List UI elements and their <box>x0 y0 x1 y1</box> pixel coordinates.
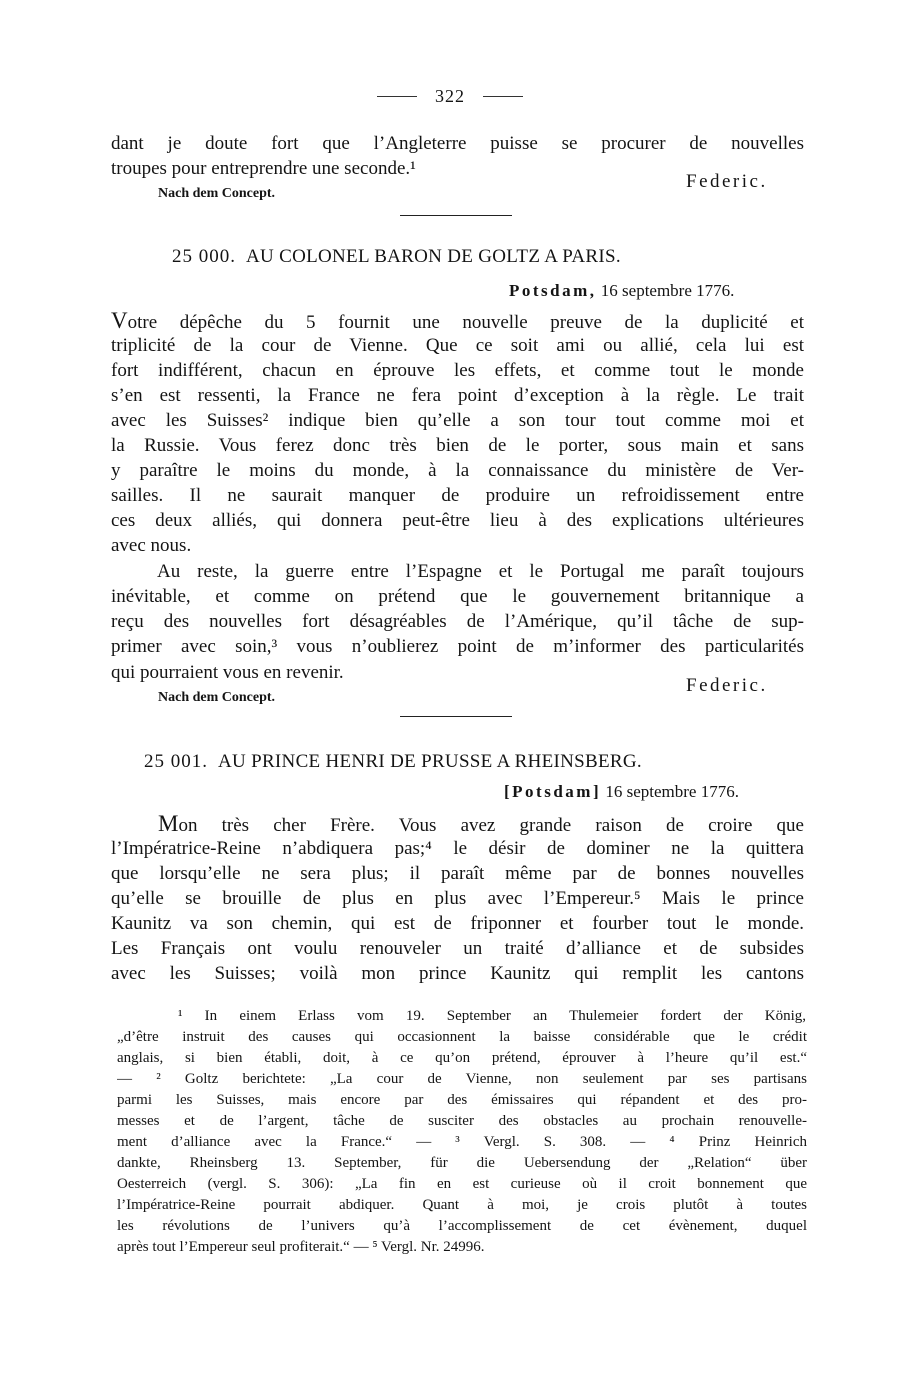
letter-heading: AU COLONEL BARON DE GOLTZ A PARIS. <box>246 246 621 267</box>
footnote-line: l’Impératrice-Reine pourrait abdiquer. Quant à moi, je crois plutôt à toutes <box>117 1197 807 1213</box>
drop-cap: M <box>158 811 179 836</box>
source-note: Nach dem Concept. <box>158 186 276 201</box>
text-line: triplicité de la cour de Vienne. Que ce soit ami ou allié, cela lui est <box>111 335 804 356</box>
text-line: sailles. Il ne saurait manquer de produire un refroidissement entre <box>111 485 804 506</box>
text-line: y paraître le moins du monde, à la connaissance du ministère de Ver- <box>111 460 804 481</box>
footnote-line: ¹ In einem Erlass vom 19. September an Thulemeier fordert der König, <box>178 1008 806 1024</box>
text-line: troupes pour entreprendre une seconde.¹ <box>111 158 416 179</box>
text-line: dant je doute fort que l’Angleterre puisse se procurer de nouvelles <box>111 133 804 154</box>
page-number: 322 <box>435 86 465 106</box>
text-line: Au reste, la guerre entre l’Espagne et le Portugal me paraît toujours <box>157 561 804 582</box>
text-line: l’Impératrice-Reine n’abdiquera pas;⁴ le désir de dominer ne la quittera <box>111 838 804 859</box>
text-line: s’en est ressenti, la France ne fera point d’exception à la règle. Le trait <box>111 385 804 406</box>
text-line: avec les Suisses² indique bien qu’elle a son tour tout comme moi et <box>111 410 804 431</box>
text-line: avec nous. <box>111 535 192 556</box>
drop-cap: V <box>111 308 128 333</box>
footnote-line: „d’être instruit des causes qui occasionnent la baisse considérable que le crédit <box>117 1029 807 1045</box>
text-line: la Russie. Vous ferez donc très bien de le porter, sous main et sans <box>111 435 804 456</box>
signature: Federic. <box>686 171 768 192</box>
dateline-place: [Potsdam] <box>504 782 602 801</box>
section-divider <box>400 215 512 216</box>
dateline-date: 16 septembre 1776. <box>600 281 735 300</box>
header-dash-left <box>377 96 417 97</box>
text-line: inévitable, et comme on prétend que le gouvernement britannique a <box>111 586 804 607</box>
footnote-line: anglais, si bien établi, doit, à ce qu’on prétend, éprouver à l’heure qu’il est.“ <box>117 1050 807 1066</box>
text-line: Les Français ont voulu renouveler un traité d’alliance et de subsides <box>111 938 804 959</box>
text-line: avec les Suisses; voilà mon prince Kaunitz qui remplit les cantons <box>111 963 804 984</box>
text-line: primer avec soin,³ vous n’oublierez point de m’informer des particularités <box>111 636 804 657</box>
dateline <box>504 782 739 802</box>
text-line: qu’elle se brouille de plus en plus avec l’Empereur.⁵ Mais le prince <box>111 888 804 909</box>
text-line: Kaunitz va son chemin, qui est de friponner et fourber tout le monde. <box>111 913 804 934</box>
text-line: reçu des nouvelles fort désagréables de l’Amérique, qu’il tâche de sup- <box>111 611 804 632</box>
page-header <box>0 86 900 107</box>
section-divider <box>400 716 512 717</box>
footnote-line: parmi les Suisses, mais encore par des émissaires qui répandent et des pro- <box>117 1092 807 1108</box>
footnote-line: les révolutions de l’univers qu’à l’accomplissement de cet évènement, duquel <box>117 1218 807 1234</box>
header-dash-right <box>483 96 523 97</box>
text-line: que lorsqu’elle ne sera plus; il paraît même par de bonnes nouvelles <box>111 863 804 884</box>
dateline <box>509 281 734 301</box>
letter-title <box>144 751 642 773</box>
source-note: Nach dem Concept. <box>158 690 276 705</box>
text-line: fort indifférent, chacun en éprouve les effets, et comme tout le monde <box>111 360 804 381</box>
dateline-date: 16 septembre 1776. <box>605 782 739 801</box>
letter-title <box>172 246 621 268</box>
text-line: Votre dépêche du 5 fournit une nouvelle preuve de la duplicité et <box>111 308 804 333</box>
text-line: Mon très cher Frère. Vous avez grande raison de croire que <box>158 811 804 836</box>
text-line: ces deux alliés, qui donnera peut-être lieu à des explications ultérieures <box>111 510 804 531</box>
letter-heading: AU PRINCE HENRI DE PRUSSE A RHEINSBERG. <box>218 751 642 772</box>
footnote-line: après tout l’Empereur seul profiterait.“ — ⁵ Vergl. Nr. 24996. <box>117 1239 485 1255</box>
signature: Federic. <box>686 675 768 696</box>
footnote-line: — ² Goltz berichtete: „La cour de Vienne, non seulement par ses partisans <box>117 1071 807 1087</box>
footnote-line: dankte, Rheinsberg 13. September, für die Uebersendung der „Relation“ über <box>117 1155 807 1171</box>
letter-number: 25 001. <box>144 751 208 772</box>
text-line: qui pourraient vous en revenir. <box>111 662 344 683</box>
letter-number: 25 000. <box>172 246 236 267</box>
footnote-line: ment d’alliance avec la France.“ — ³ Vergl. S. 308. — ⁴ Prinz Heinrich <box>117 1134 807 1150</box>
footnote-line: messes et de l’argent, tâche de susciter des obstacles au prochain renouvelle- <box>117 1113 807 1129</box>
footnote-line: Oesterreich (vergl. S. 306): „La fin en est curieuse où il croit bonnement que <box>117 1176 807 1192</box>
dateline-place: Potsdam, <box>509 281 597 300</box>
